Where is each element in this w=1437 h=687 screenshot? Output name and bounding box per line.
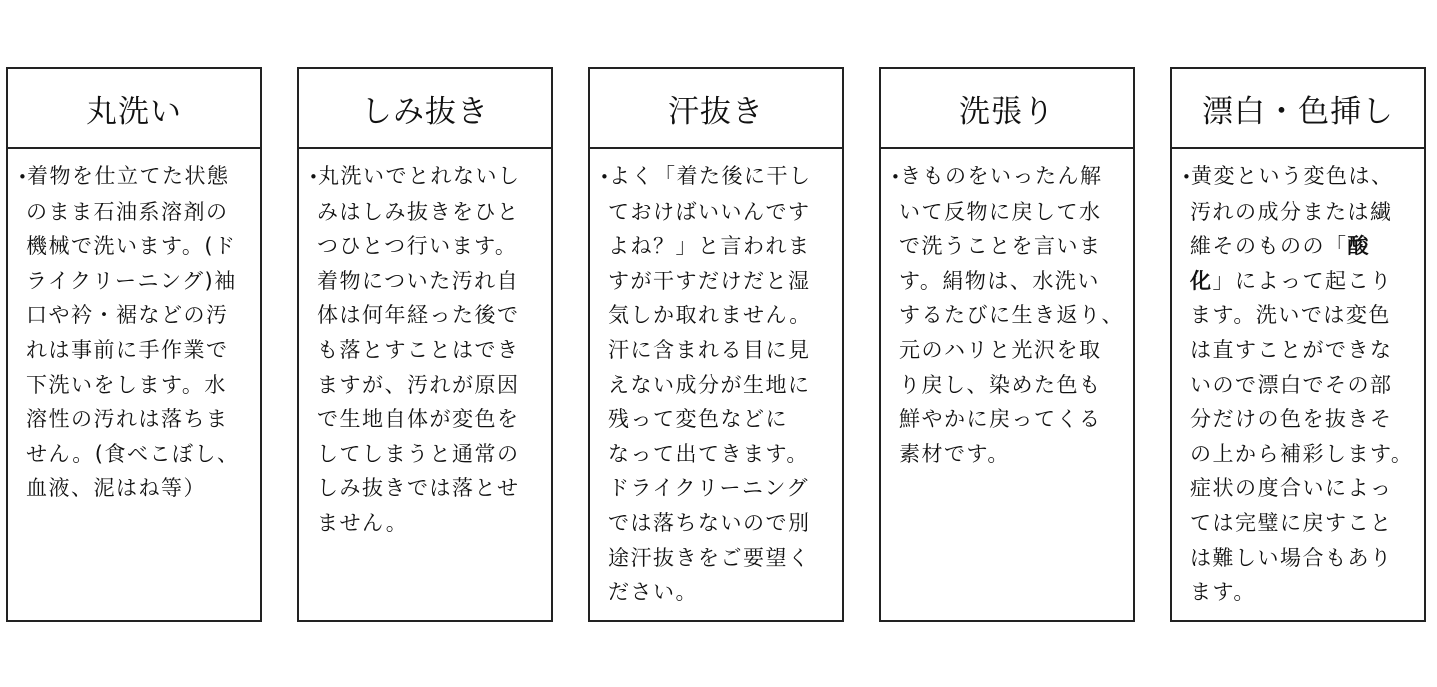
text-line: 維そのものの「酸 <box>1190 234 1370 259</box>
text-line: は直すことができな <box>1190 337 1393 362</box>
text-line: 分だけの色を抜きそ <box>1190 407 1393 432</box>
card-body <box>590 149 842 610</box>
text-line: するたびに生き返り、 <box>899 303 1124 328</box>
text-line: 汚れの成分または繊 <box>1190 199 1393 224</box>
card-araihari <box>879 67 1135 622</box>
text-line: いので漂白でその部 <box>1190 372 1393 397</box>
text-line: 素材です。 <box>899 441 1010 466</box>
card-body <box>299 149 551 541</box>
bullet-icon: • <box>309 168 320 186</box>
text-line: しみ抜きでは落とせ <box>317 476 520 501</box>
bullet-icon: • <box>891 168 902 186</box>
text-line: 鮮やかに戻ってくる <box>899 407 1102 432</box>
text-line: 機械で洗います。(ド <box>26 234 237 259</box>
text-line: り戻し、染めた色も <box>899 372 1102 397</box>
card-title: 丸洗い <box>8 69 260 149</box>
text-line: •よく「着た後に干し <box>600 159 832 195</box>
text-line: のまま石油系溶剤の <box>26 199 229 224</box>
text-line: ます。 <box>1190 580 1256 605</box>
text-line: で生地自体が変色を <box>317 407 520 432</box>
text-line: •丸洗いでとれないし <box>309 159 541 195</box>
text-line: 体は何年経った後で <box>317 303 520 328</box>
card-asenuki <box>588 67 844 622</box>
text-line: ますが、汚れが原因 <box>317 372 520 397</box>
text-line: よね？」と言われま <box>608 234 811 259</box>
text-line: 口や衿・裾などの汚 <box>26 303 229 328</box>
text-line: えない成分が生地に <box>608 372 811 397</box>
text-line: 元のハリと光沢を取 <box>899 337 1102 362</box>
text-line: ます。洗いでは変色 <box>1190 303 1391 328</box>
text-line: 溶性の汚れは落ちま <box>26 407 229 432</box>
text-line: ドライクリーニング <box>608 476 810 501</box>
text-line: いて反物に戻して水 <box>899 199 1102 224</box>
text-line: 化」によって起こり <box>1190 268 1393 293</box>
text-line: す。絹物は、水洗い <box>899 268 1100 293</box>
card-body <box>881 149 1133 471</box>
text-line: なって出てきます。 <box>608 441 809 466</box>
text-line: れは事前に手作業で <box>26 337 229 362</box>
text-line: の上から補彩します。 <box>1190 441 1414 466</box>
card-marugarai <box>6 67 262 622</box>
text-line: ださい。 <box>608 580 698 605</box>
emphasis-text: 化 <box>1190 268 1213 293</box>
text-line: ておけばいいんです <box>608 199 811 224</box>
text-line: せん。(食べこぼし、 <box>26 441 240 466</box>
text-line: •黄変という変色は、 <box>1182 159 1414 195</box>
text-line: 血液、泥はね等） <box>26 476 206 501</box>
text-line: も落とすことはでき <box>317 337 520 362</box>
card-title: 漂白・色挿し <box>1172 69 1424 149</box>
text-line: 症状の度合いによっ <box>1190 476 1393 501</box>
text-line: してしまうと通常の <box>317 441 520 466</box>
bullet-icon: • <box>18 168 29 186</box>
text-line: すが干すだけだと湿 <box>608 268 811 293</box>
text-line: 下洗いをします。水 <box>26 372 227 397</box>
text-line: •着物を仕立てた状態 <box>18 159 250 195</box>
text-line: ては完璧に戻すこと <box>1190 510 1393 535</box>
card-hyouhaku-irosashi <box>1170 67 1426 622</box>
text-line: 途汗抜きをご要望く <box>608 545 811 570</box>
card-title: 汗抜き <box>590 69 842 149</box>
text-line: 汗に含まれる目に見 <box>608 337 811 362</box>
text-line: みはしみ抜きをひと <box>317 199 520 224</box>
text-line: で洗うことを言いま <box>899 234 1102 259</box>
text-line: 着物についた汚れ自 <box>317 268 520 293</box>
text-line: •きものをいったん解 <box>891 159 1123 195</box>
text-line: 気しか取れません。 <box>608 303 812 328</box>
text-line: ライクリーニング)袖 <box>26 268 237 293</box>
card-title: しみ抜き <box>299 69 551 149</box>
text-line: 残って変色などに <box>608 407 788 432</box>
text-line: ません。 <box>317 510 409 535</box>
bullet-icon: • <box>1182 168 1193 186</box>
text-line: つひとつ行います。 <box>317 234 518 259</box>
card-title: 洗張り <box>881 69 1133 149</box>
text-line: では落ちないので別 <box>608 510 811 535</box>
card-body <box>1172 149 1424 610</box>
emphasis-text: 酸 <box>1347 234 1370 259</box>
text-line: は難しい場合もあり <box>1190 545 1393 570</box>
card-body <box>8 149 260 506</box>
card-shiminuki <box>297 67 553 622</box>
bullet-icon: • <box>600 168 611 186</box>
